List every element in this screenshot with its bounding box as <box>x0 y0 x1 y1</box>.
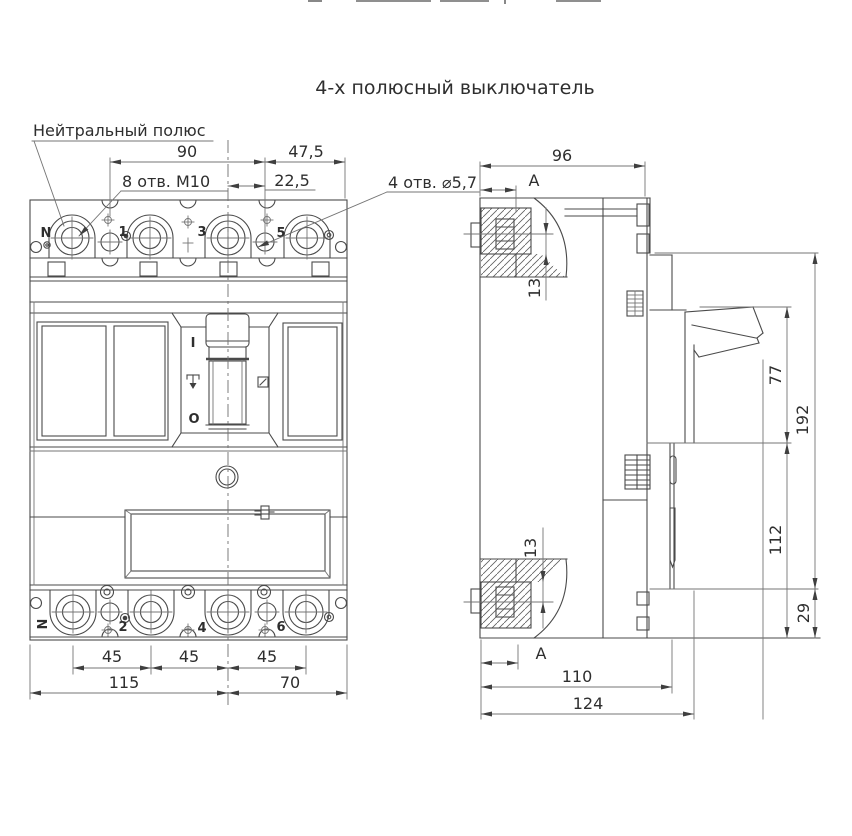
front-view <box>30 121 479 706</box>
dim-70: 70 <box>279 673 301 692</box>
aux-marks-top <box>31 231 347 253</box>
section-label-a-top: А <box>528 171 540 190</box>
pole-label-n-bottom: N <box>36 618 51 630</box>
trip-indicator-icon <box>187 375 199 389</box>
callout-m10: 8 отв. М10 <box>122 172 211 191</box>
dim-45-2: 45 <box>178 647 200 666</box>
dim-90: 90 <box>176 142 198 161</box>
handle-off-mark: O <box>188 412 200 427</box>
front-mid <box>125 466 330 578</box>
dim-13-top: 13 <box>525 277 544 299</box>
pole-label-4: 4 <box>197 621 207 636</box>
dim-112: 112 <box>766 524 785 556</box>
terminal-lug <box>283 590 329 635</box>
test-button-icon[interactable] <box>258 377 268 387</box>
dim-110: 110 <box>561 667 593 686</box>
dim-45-1: 45 <box>101 647 123 666</box>
dim-96: 96 <box>551 146 573 165</box>
pole-label-1: 1 <box>118 225 128 240</box>
dim-45-3: 45 <box>256 647 278 666</box>
pole-label-2: 2 <box>118 620 128 635</box>
terminal-lug <box>50 590 96 635</box>
callout-d57: 4 отв. ⌀5,7 <box>388 173 478 192</box>
dim-47-5: 47,5 <box>288 142 324 161</box>
dim-115: 115 <box>108 673 140 692</box>
side-view <box>464 146 820 719</box>
callout-neutral-pole: Нейтральный полюс <box>33 121 206 140</box>
front-dimensions <box>30 121 479 699</box>
dim-192: 192 <box>793 404 812 436</box>
pole-label-5: 5 <box>276 226 286 241</box>
pole-label-6: 6 <box>276 620 286 635</box>
side-vents <box>625 291 650 489</box>
dim-13-bottom: 13 <box>521 537 540 559</box>
front-terminals-bottom <box>31 586 347 637</box>
top-crop-artifacts <box>308 0 601 4</box>
seal-clip-icon <box>255 506 274 519</box>
terminal-lug <box>284 215 330 259</box>
section-label-a-bottom: А <box>535 644 547 663</box>
page-title: 4-х полюсный выключатель <box>315 77 595 99</box>
dim-29: 29 <box>794 602 813 624</box>
side-handle[interactable] <box>685 307 763 443</box>
label-plate <box>125 510 330 578</box>
dim-77: 77 <box>766 364 785 386</box>
front-face <box>37 313 342 447</box>
dim-124: 124 <box>572 694 604 713</box>
terminal-lug <box>128 590 174 635</box>
handle-on-mark: I <box>190 336 196 351</box>
pole-label-n-top: N <box>40 226 52 241</box>
front-terminals-top <box>31 214 347 259</box>
pole-label-3: 3 <box>197 225 207 240</box>
terminal-lug <box>127 215 173 259</box>
dim-22-5: 22,5 <box>274 171 310 190</box>
breaker-handle[interactable] <box>206 314 249 429</box>
terminal-lug <box>49 215 95 259</box>
